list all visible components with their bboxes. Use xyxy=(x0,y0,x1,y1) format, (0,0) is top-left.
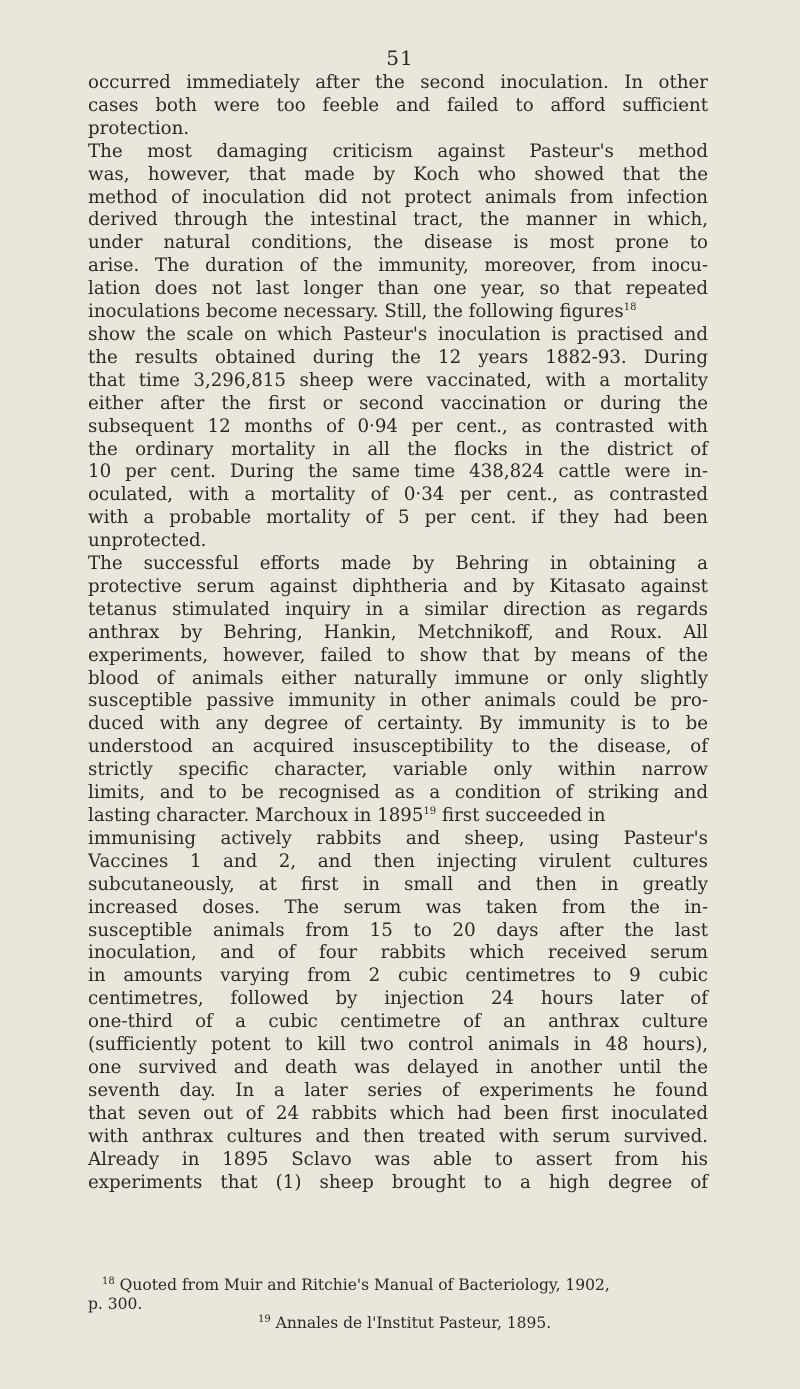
text-line: subsequent 12 months of 0·94 per cent., as contrasted with xyxy=(88,415,708,437)
text-line: was, however, that made by Koch who showed that the xyxy=(88,163,708,185)
footnote-18 xyxy=(88,1276,708,1295)
text-line: with anthrax cultures and then treated with serum survived. xyxy=(88,1125,708,1147)
text-line: either after the first or second vaccination or during the xyxy=(88,392,708,414)
text-line: arise. The duration of the immunity, moreover, from inocu- xyxy=(88,255,708,277)
text-line: limits, and to be recognised as a condition of striking and xyxy=(88,782,708,804)
text-line xyxy=(88,301,708,324)
footnotes xyxy=(88,1276,708,1333)
text-line: immunising actively rabbits and sheep, using Pasteur's xyxy=(88,827,708,849)
text-line: The most damaging criticism against Pasteur's method xyxy=(88,140,708,162)
text-line: The successful efforts made by Behring in obtaining a xyxy=(88,553,708,575)
text-line: one-third of a cubic centimetre of an anthrax culture xyxy=(88,1011,708,1033)
text-line: blood of animals either naturally immune or only slightly xyxy=(88,667,708,689)
line-text: inoculations become necessary. Still, the following figures xyxy=(88,301,624,323)
line-text-tail: first succeeded in xyxy=(441,805,606,826)
text-line: under natural conditions, the disease is most prone to xyxy=(88,232,708,254)
text-line: increased doses. The serum was taken from the in- xyxy=(88,896,708,918)
text-line: lation does not last longer than one year, so that repeated xyxy=(88,278,708,300)
text-line: 10 per cent. During the same time 438,824 cattle were in- xyxy=(88,461,708,483)
line-text: lasting character. Marchoux in 1895 xyxy=(88,805,424,826)
text-line: susceptible passive immunity in other animals could be pro- xyxy=(88,690,708,712)
footnote-text: Annales de l'Institut Pasteur, 1895. xyxy=(275,1314,552,1332)
text-line: show the scale on which Pasteur's inoculation is practised and xyxy=(88,323,708,345)
text-line: seventh day. In a later series of experiments he found xyxy=(88,1079,708,1101)
text-line: duced with any degree of certainty. By immunity is to be xyxy=(88,713,708,735)
footnote-ref: 18 xyxy=(623,302,637,313)
text-line: one survived and death was delayed in another until the xyxy=(88,1056,708,1078)
footnote-19 xyxy=(88,1314,708,1333)
text-line: subcutaneously, at first in small and then in greatly xyxy=(88,873,708,895)
text-line: centimetres, followed by injection 24 hours later of xyxy=(88,988,708,1010)
text-line: that seven out of 24 rabbits which had been first inoculated xyxy=(88,1102,708,1124)
footnote-mark: 18 xyxy=(102,1275,115,1287)
text-line: Already in 1895 Sclavo was able to assert from his xyxy=(88,1148,708,1170)
footnote-ref: 19 xyxy=(423,805,437,817)
text-line: cases both were too feeble and failed to afford sufficient xyxy=(88,94,708,116)
text-line: experiments, however, failed to show that by means of the xyxy=(88,644,708,666)
text-line: oculated, with a mortality of 0·34 per cent., as contrasted xyxy=(88,484,708,506)
body-text xyxy=(88,72,708,1194)
text-line: the ordinary mortality in all the flocks in the district of xyxy=(88,438,708,460)
text-line: the results obtained during the 12 years 1882-93. During xyxy=(88,346,708,368)
text-line: method of inoculation did not protect animals from infection xyxy=(88,186,708,208)
footnote-text: Quoted from Muir and Ritchie's Manual of Bacteriology, 1902, xyxy=(119,1276,610,1294)
text-line: tetanus stimulated inquiry in a similar direction as regards xyxy=(88,598,708,620)
text-line: in amounts varying from 2 cubic centimetres to 9 cubic xyxy=(88,965,708,987)
text-line: derived through the intestinal tract, the manner in which, xyxy=(88,209,708,231)
text-line: understood an acquired insusceptibility to the disease, of xyxy=(88,736,708,758)
text-line: anthrax by Behring, Hankin, Metchnikoff, and Roux. All xyxy=(88,621,708,643)
text-line xyxy=(88,805,708,828)
text-line: experiments that (1) sheep brought to a high degree of xyxy=(88,1171,708,1193)
text-line: susceptible animals from 15 to 20 days after the last xyxy=(88,919,708,941)
text-line: with a probable mortality of 5 per cent. if they had been xyxy=(88,507,708,529)
text-line: protective serum against diphtheria and by Kitasato against xyxy=(88,575,708,597)
text-line: (sufficiently potent to kill two control animals in 48 hours), xyxy=(88,1034,708,1056)
text-line: unprotected. xyxy=(88,530,207,552)
text-line: that time 3,296,815 sheep were vaccinated, with a mortality xyxy=(88,369,708,391)
page-number: 51 xyxy=(386,46,414,70)
footnote-mark: 19 xyxy=(258,1313,271,1325)
footnote-18-continuation: p. 300. xyxy=(88,1295,143,1313)
text-line: inoculation, and of four rabbits which received serum xyxy=(88,942,708,964)
text-line: occurred immediately after the second inoculation. In other xyxy=(88,72,708,93)
text-line: protection. xyxy=(88,117,190,139)
text-line: strictly specific character, variable only within narrow xyxy=(88,759,708,781)
text-line: Vaccines 1 and 2, and then injecting virulent cultures xyxy=(88,850,708,872)
